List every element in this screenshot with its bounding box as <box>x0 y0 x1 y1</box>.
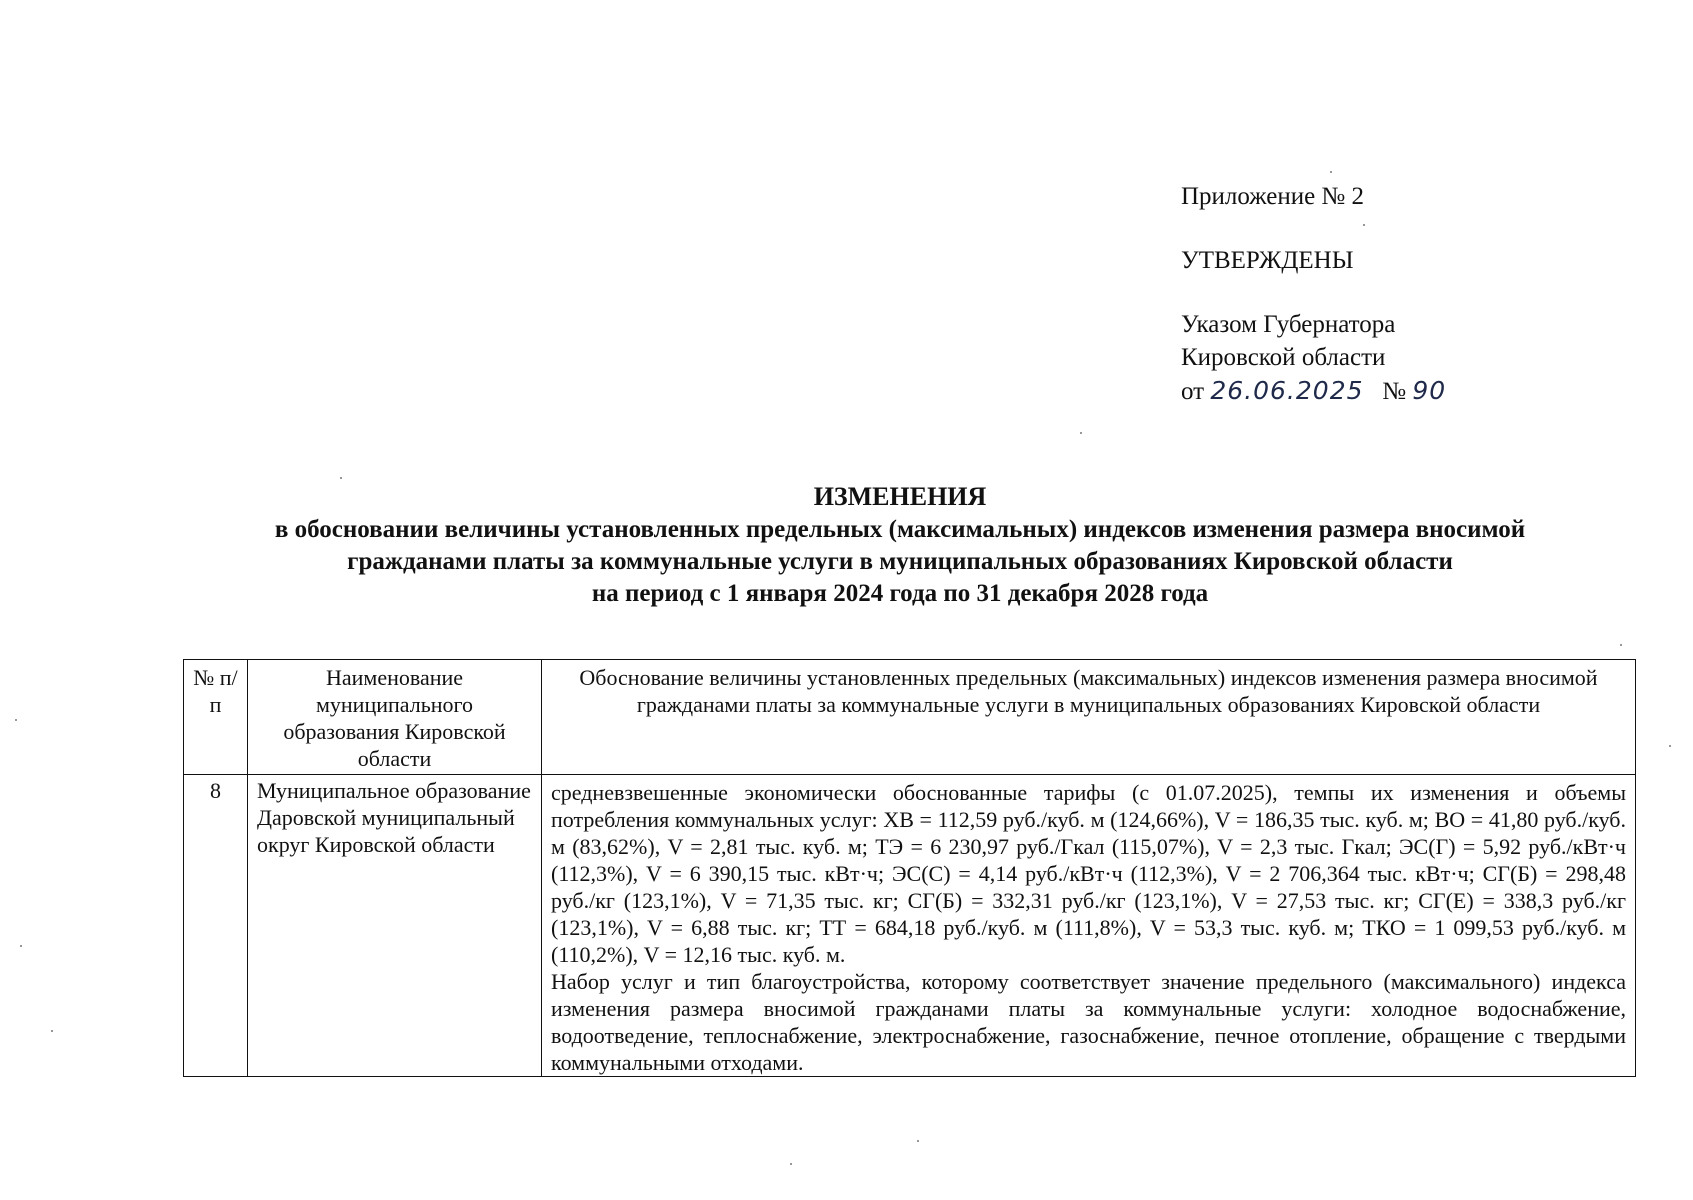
header-justification: Обоснование величины установленных предельных (максимальных) индексов изменения размера вносимой гражданами платы за коммунальные услуги в муниципальных образованиях Кировской области <box>542 660 1636 775</box>
scan-speck <box>1620 644 1622 646</box>
appendix-label: Приложение № 2 <box>1181 183 1365 210</box>
table-row <box>184 775 1636 1077</box>
handwritten-number: 90 <box>1412 376 1447 405</box>
title-line-3: на период с 1 января 2024 года по 31 декабря 2028 года <box>591 580 1209 607</box>
scan-speck <box>1330 171 1332 173</box>
decree-date-line <box>1181 374 1601 408</box>
decree-line-2: Кировской области <box>1181 344 1386 371</box>
scan-speck <box>790 1163 792 1165</box>
row-municipality-name: Муниципальное образование Даровской муниципальный округ Кировской области <box>248 775 542 1077</box>
title-line-1: в обосновании величины установленных предельных (максимальных) индексов изменения размера вносимой <box>274 516 1526 543</box>
justification-tariffs: средневзвешенные экономически обоснованные тарифы (с 01.07.2025), темпы их изменения и объемы потребления коммунальных услуг: ХВ = 112,59 руб./куб. м (124,66%), V = 186,35 тыс. куб. м; ВО = 41,80 руб./куб. м (83,62%), V = 2,81 тыс. куб. м; ТЭ = 6 230,97 руб./Гкал (115,07%), V = 2,3 тыс. Гкал; ЭС(Г) = 5,92 руб./кВт·ч (112,3%), V = 6 390,15 тыс. кВт·ч; ЭС(С) = 4,14 руб./кВт·ч (112,3%), V = 2 706,364 тыс. кВт·ч; СГ(Б) = 298,48 руб./кг (123,1%), V = 71,35 тыс. кг; СГ(Б) = 332,31 руб./кг (123,1%), V = 27,53 тыс. кг; СГ(Е) = 338,3 руб./кг (123,1%), V = 6,88 тыс. кг; ТТ = 684,18 руб./куб. м (111,8%), V = 53,3 тыс. куб. м; ТКО = 1 099,53 руб./куб. м (110,2%), V = 12,16 тыс. куб. м. <box>551 780 1626 967</box>
scan-speck <box>51 1030 53 1032</box>
scan-speck <box>1669 745 1671 747</box>
justification-table <box>183 659 1636 1077</box>
row-num: 8 <box>184 775 248 1077</box>
table-header-row <box>184 660 1636 775</box>
number-prefix: № <box>1382 378 1407 405</box>
approval-block <box>1181 180 1601 408</box>
scan-speck <box>1080 432 1082 434</box>
title-heading: ИЗМЕНЕНИЯ <box>813 482 987 511</box>
document-title <box>150 481 1650 610</box>
handwritten-date: 26.06.2025 <box>1210 376 1364 405</box>
approved-label: УТВЕРЖДЕНЫ <box>1181 247 1354 274</box>
scan-speck <box>917 1140 919 1142</box>
scan-speck <box>20 945 22 947</box>
row-justification <box>542 775 1636 1077</box>
title-line-2: гражданами платы за коммунальные услуги в муниципальных образованиях Кировской области <box>347 548 1453 575</box>
justification-services: Набор услуг и тип благоустройства, которому соответствует значение предельного (максимального) индекса изменения размера вносимой гражданами платы за коммунальные услуги: холодное водоснабжение, водоотведение, теплоснабжение, электроснабжение, газоснабжение, печное отопление, обращение с твердыми коммунальными отходами. <box>551 969 1626 1075</box>
header-name: Наименование муниципального образования Кировской области <box>248 660 542 775</box>
scan-speck <box>1363 224 1365 226</box>
decree-line-1: Указом Губернатора <box>1181 311 1396 338</box>
date-prefix: от <box>1181 378 1205 405</box>
header-num: № п/п <box>184 660 248 775</box>
scan-speck <box>15 719 17 721</box>
scan-speck <box>340 477 342 479</box>
